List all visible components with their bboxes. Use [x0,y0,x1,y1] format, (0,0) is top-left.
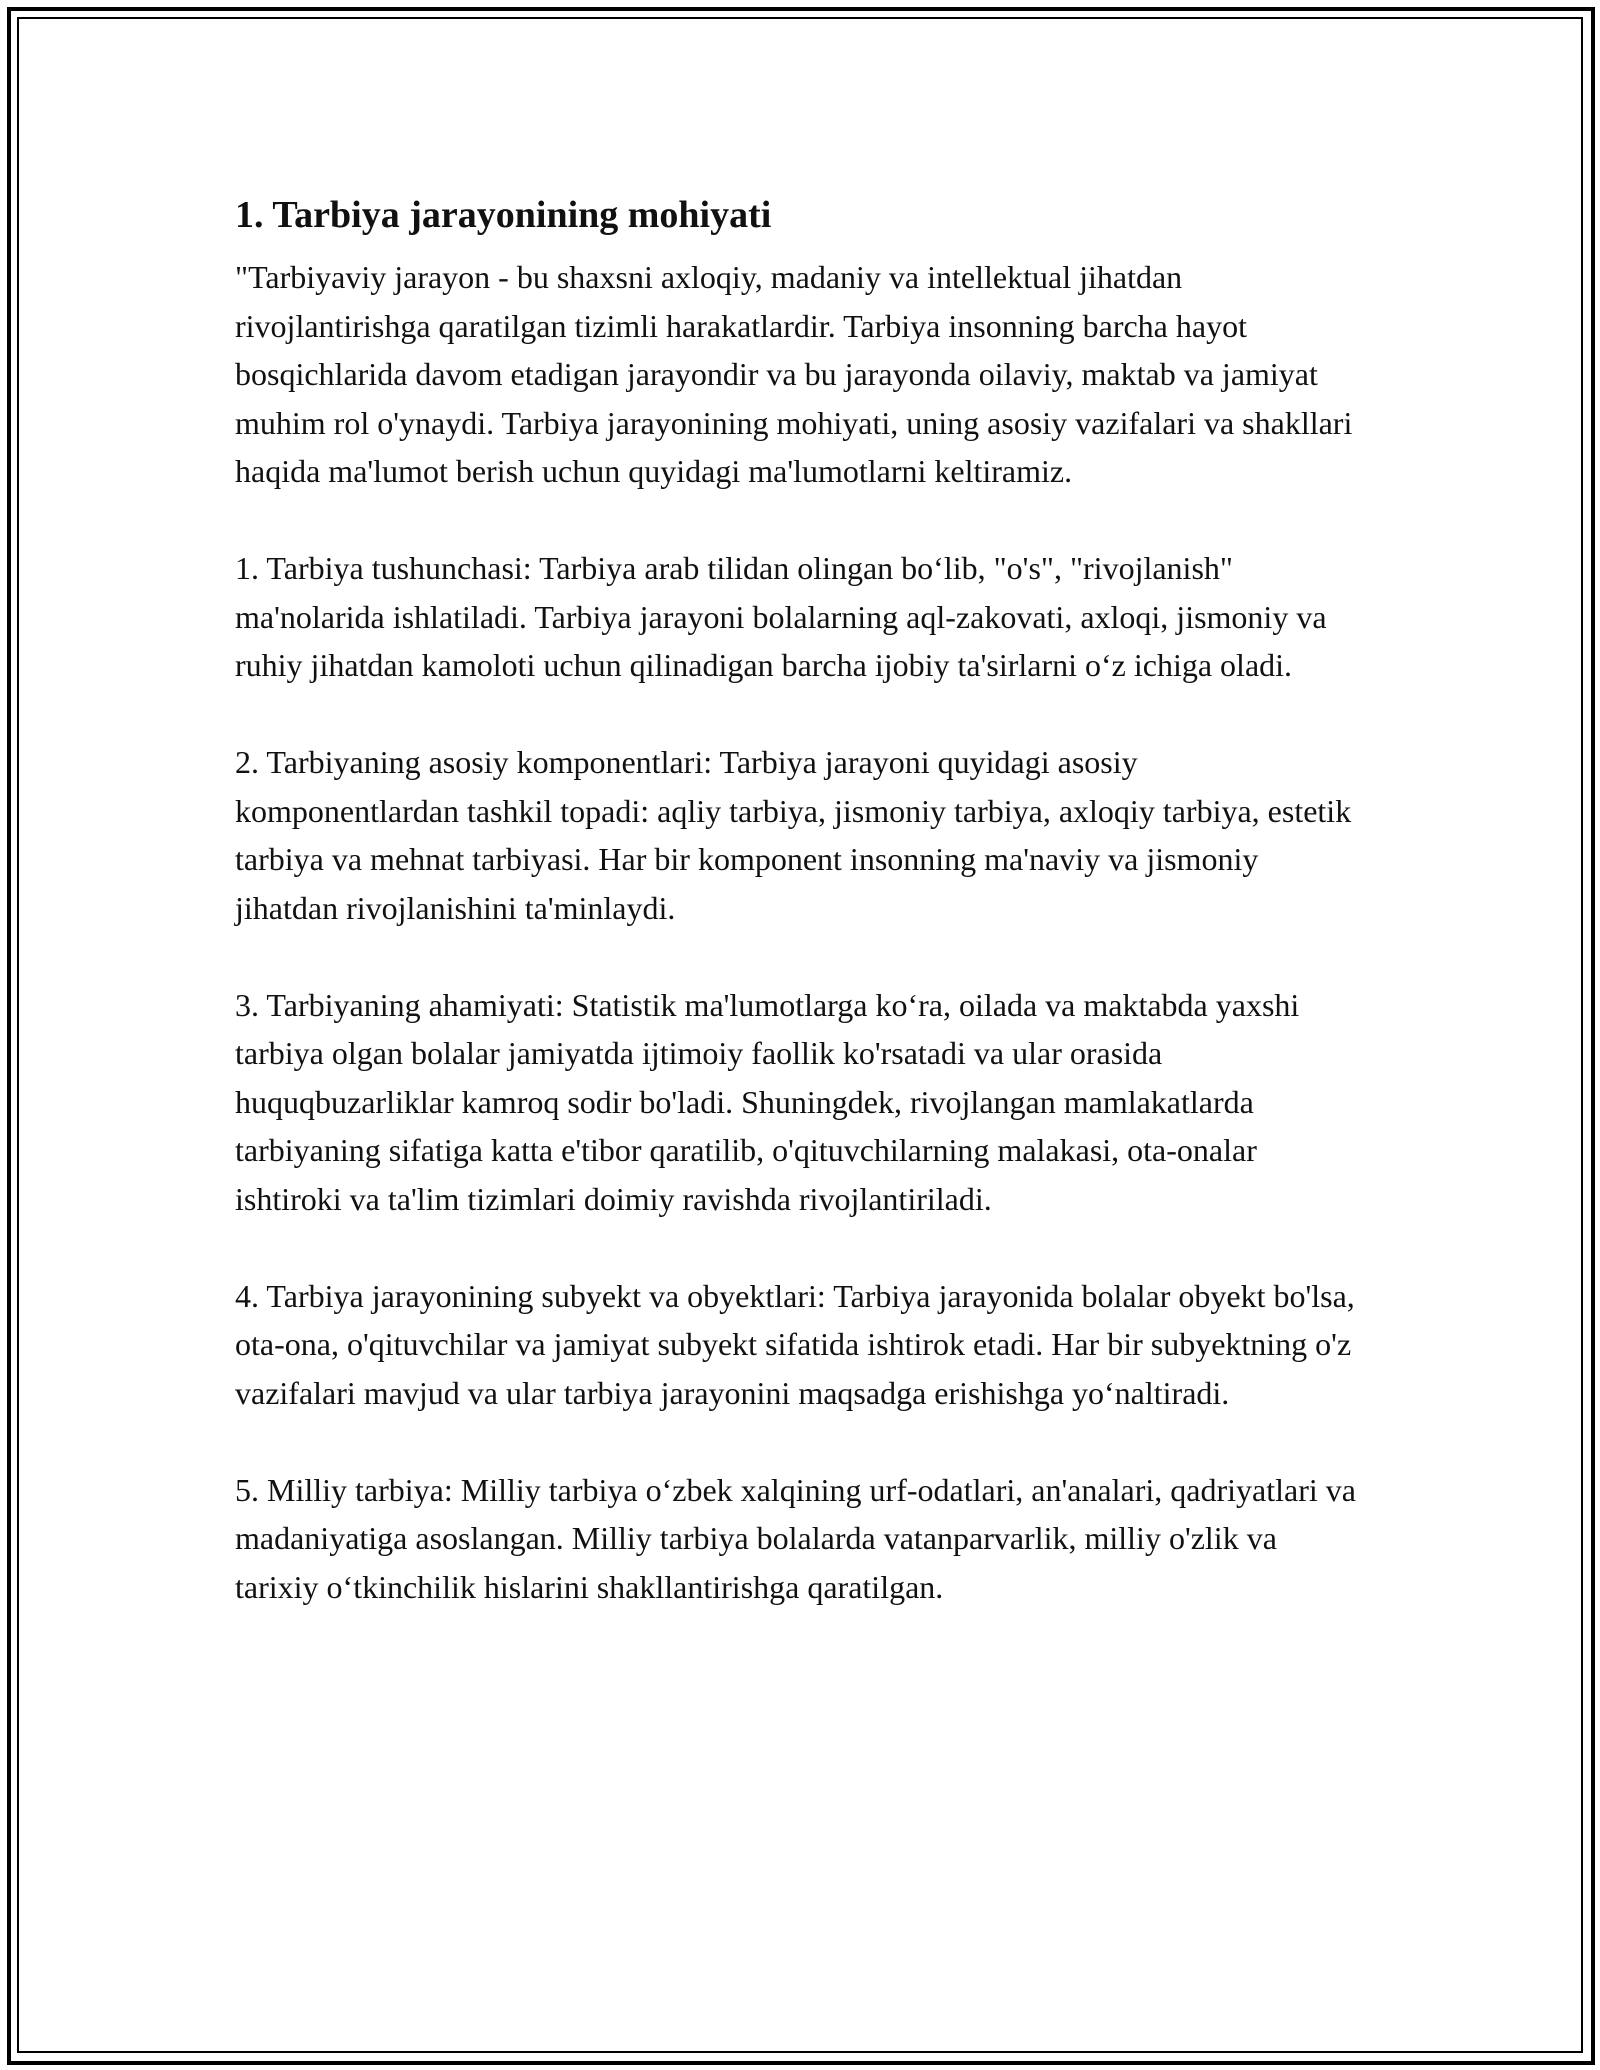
document-title: 1. Tarbiya jarayonining mohiyati [235,194,772,236]
paragraph-milliy-tarbiya: 5. Milliy tarbiya: Milliy tarbiya o‘zbek xalqining urf-odatlari, an'analari, qadriyatlari va madaniyatiga asoslangan. Milliy tarbiya bolalarda vatanparvarlik, milliy o'zlik va tarixiy o‘tkinchilik hislarini shakllantirishga qaratilgan. [235,1471,1356,1605]
paragraph-ahamiyati: 3. Tarbiyaning ahamiyati: Statistik ma'lumotlarga ko‘ra, oilada va maktabda yaxshi tarbiya olgan bolalar jamiyatda ijtimoiy faollik ko'rsatadi va ular orasida huquqbuzarliklar kamroq sodir bo'ladi. Shuningdek, rivojlangan mamlakatlarda tarbiyaning sifatiga katta e'tibor qaratilib, o'qituvchilarning malakasi, ota-onalar ishtiroki va ta'lim tizimlari doimiy ravishda rivojlantiriladi. [235,986,1300,1217]
paragraph-subyekt-obyekt: 4. Tarbiya jarayonining subyekt va obyektlari: Tarbiya jarayonida bolalar obyekt bo'lsa, ota-ona, o'qituvchilar va jamiyat subyekt sifatida ishtirok etadi. Har bir subyektning o'z vazifalari mavjud va ular tarbiya jarayonini maqsadga erishishga yo‘naltiradi. [235,1277,1355,1411]
document-body [235,185,1365,1660]
paragraph-tarbiya-tushunchasi: 1. Tarbiya tushunchasi: Tarbiya arab tilidan olingan bo‘lib, "o's", "rivojlanish" ma'nolarida ishlatiladi. Tarbiya jarayoni bolalarning aql-zakovati, axloqi, jismoniy va ruhiy jihatdan kamoloti uchun qilinadigan barcha ijobiy ta'sirlarni o‘z ichiga oladi. [235,550,1327,683]
paragraph-intro: "Tarbiyaviy jarayon - bu shaxsni axloqiy, madaniy va intellektual jihatdan rivojlantirishga qaratilgan tizimli harakatlardir. Tarbiya insonning barcha hayot bosqichlarida davom etadigan jarayondir va bu jarayonda oilaviy, maktab va jamiyat muhim rol o'ynaydi. Tarbiya jarayonining mohiyati, uning asosiy vazifalari va shakllari haqida ma'lumot berish uchun quyidagi ma'lumotlarni keltiramiz. [235,259,1353,489]
paragraph-asosiy-komponentlar: 2. Tarbiyaning asosiy komponentlari: Tarbiya jarayoni quyidagi asosiy komponentlardan tashkil topadi: aqliy tarbiya, jismoniy tarbiya, axloqiy tarbiya, estetik tarbiya va mehnat tarbiyasi. Har bir komponent insonning ma'naviy va jismoniy jihatdan rivojlanishini ta'minlaydi. [235,744,1352,926]
